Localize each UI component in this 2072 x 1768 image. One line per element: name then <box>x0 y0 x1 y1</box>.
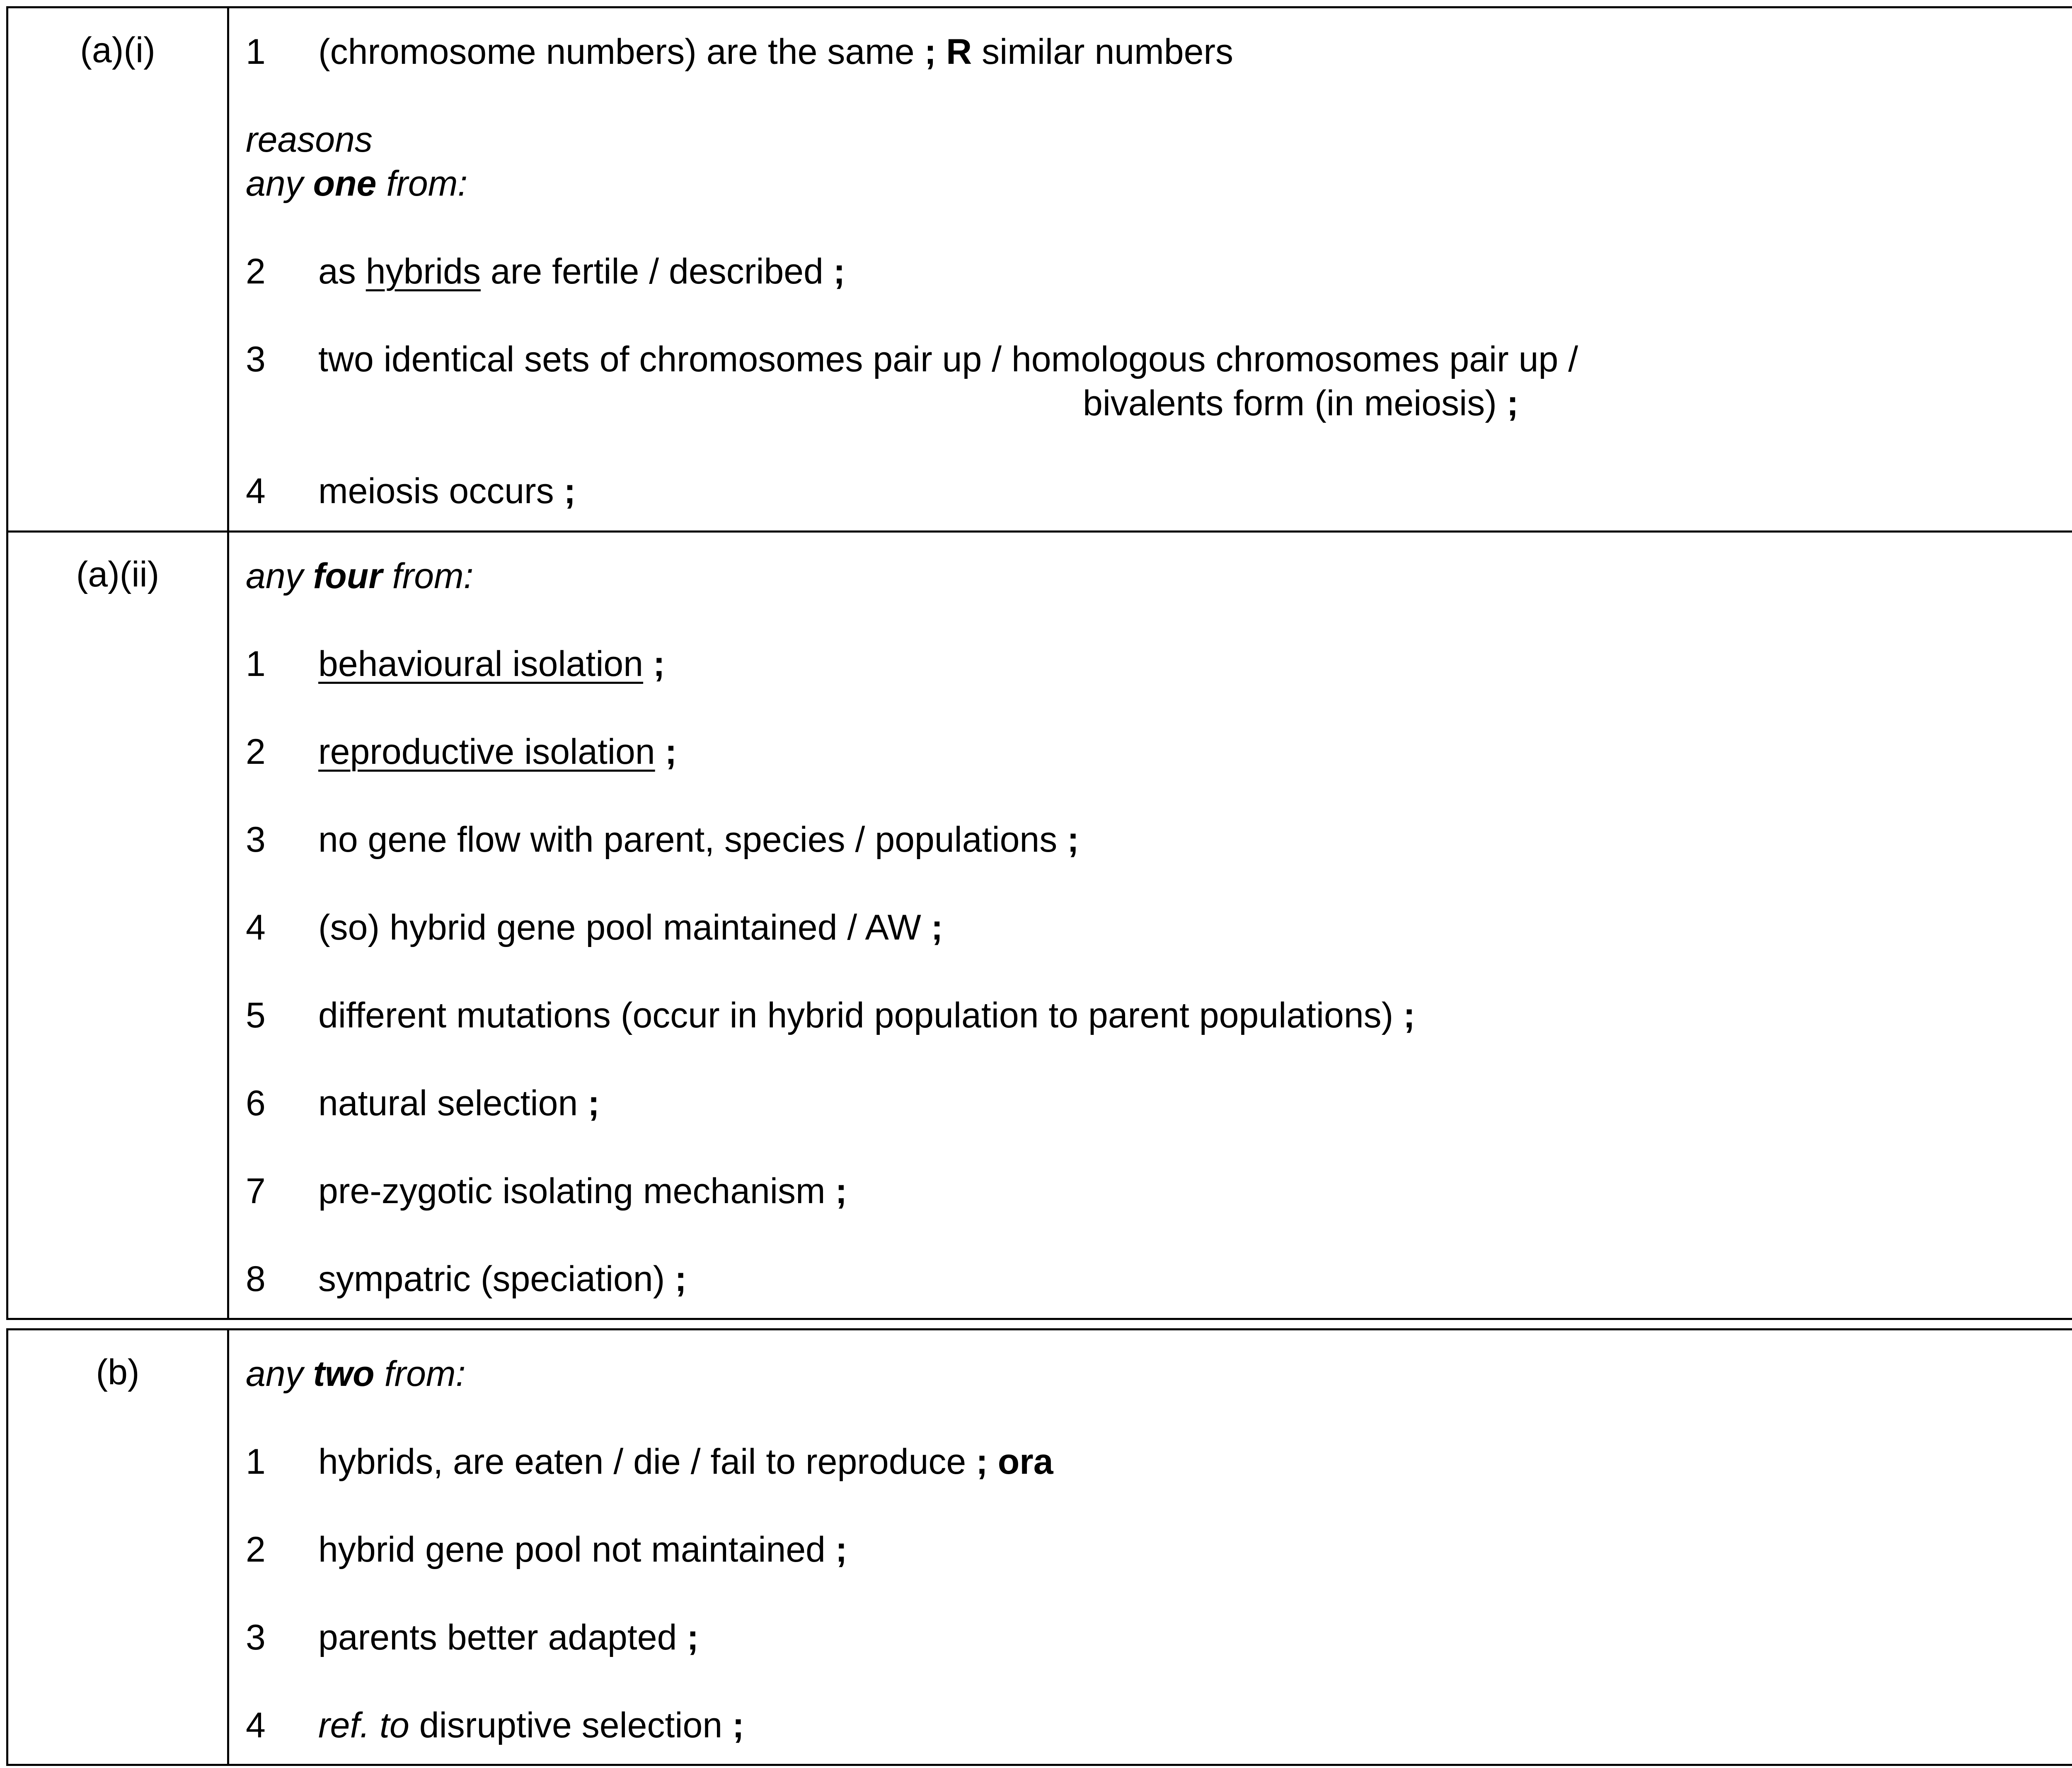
answer-point <box>246 1440 2072 1484</box>
point-separator: ; <box>924 32 937 72</box>
point-separator: ; <box>931 908 943 947</box>
point-number: 2 <box>246 1530 266 1569</box>
point-number: 2 <box>246 732 266 772</box>
answer-point <box>246 1615 2072 1659</box>
row-a-i <box>7 7 2072 532</box>
instruction-from: from: <box>386 164 468 203</box>
answer-a-i <box>228 7 2072 532</box>
point-text: different mutations (occur in hybrid population to parent populations) <box>318 995 1394 1035</box>
point-number: 5 <box>246 995 266 1035</box>
point-number: 4 <box>246 471 266 511</box>
answer-point <box>246 993 2072 1037</box>
answer-point <box>246 818 2072 862</box>
point-text: hybrids, are eaten / die / fail to reproduce <box>318 1442 966 1482</box>
point-separator: ; <box>976 1442 988 1482</box>
point-number: 1 <box>246 644 266 684</box>
point-number: 1 <box>246 32 266 72</box>
point-text: are fertile / described <box>490 252 823 291</box>
point-separator: ; <box>675 1259 687 1299</box>
instruction-any-one <box>246 162 2072 206</box>
point-text: hybrid gene pool not maintained <box>318 1530 825 1569</box>
reject-marker: R <box>946 32 972 72</box>
point-number: 2 <box>246 252 266 291</box>
point-text: disruptive selection <box>419 1705 723 1745</box>
answer-point <box>246 469 2072 513</box>
answer-point <box>246 906 2072 949</box>
point-text: (chromosome numbers) are the same <box>318 32 915 72</box>
point-separator: ; <box>833 252 845 291</box>
point-number: 4 <box>246 908 266 947</box>
point-text: natural selection <box>318 1083 578 1123</box>
point-text: no gene flow with parent, species / populations <box>318 820 1058 860</box>
answer-a-ii <box>228 532 2072 1319</box>
instruction-any: any <box>246 164 303 203</box>
point-text: parents better adapted <box>318 1618 677 1657</box>
point-number: 1 <box>246 1442 266 1482</box>
mark-scheme-table-b <box>6 1328 2072 1766</box>
point-text: pre-zygotic isolating mechanism <box>318 1171 825 1211</box>
point-separator: ; <box>1067 820 1079 860</box>
point-number: 6 <box>246 1083 266 1123</box>
point-separator: ; <box>1506 383 1519 423</box>
row-a-ii <box>7 532 2072 1319</box>
answer-point <box>246 1257 2072 1301</box>
ora-marker: ora <box>997 1442 1053 1482</box>
point-separator: ; <box>653 644 665 684</box>
instruction-count: four <box>313 556 382 596</box>
point-number: 8 <box>246 1259 266 1299</box>
point-separator: ; <box>665 732 677 772</box>
answer-point <box>246 1703 2072 1747</box>
point-separator: ; <box>1403 995 1415 1035</box>
instruction-from: from: <box>384 1354 466 1394</box>
point-text: (so) hybrid gene pool maintained / AW <box>318 908 921 947</box>
answer-point <box>246 730 2072 774</box>
point-separator: ; <box>732 1705 744 1745</box>
point-separator: ; <box>588 1083 600 1123</box>
point-text: two identical sets of chromosomes pair up / homologous chromosomes pair up / <box>318 339 1578 379</box>
instruction-count: two <box>313 1354 375 1394</box>
answer-point <box>246 642 2072 686</box>
point-number: 7 <box>246 1171 266 1211</box>
underlined-term: behavioural isolation <box>318 644 644 684</box>
question-label-b: (b) <box>7 1330 228 1765</box>
point-number: 3 <box>246 820 266 860</box>
reasons-heading: reasons <box>246 120 373 160</box>
point-text: bivalents form (in meiosis) <box>1083 383 1497 423</box>
instruction-from: from: <box>392 556 474 596</box>
underlined-term: hybrids <box>366 252 481 291</box>
instruction-any-four <box>246 554 2072 598</box>
point-prefix: ref. to <box>318 1705 409 1745</box>
instruction-any: any <box>246 1354 303 1394</box>
mark-scheme-table-a <box>6 6 2072 1320</box>
instruction-count: one <box>313 164 377 203</box>
reject-text: similar numbers <box>982 32 1234 72</box>
point-separator: ; <box>687 1618 699 1657</box>
point-text: meiosis occurs <box>318 471 554 511</box>
answer-point <box>246 30 2072 74</box>
point-separator: ; <box>835 1171 847 1211</box>
answer-point <box>246 337 2072 381</box>
point-number: 4 <box>246 1705 266 1745</box>
point-text: as <box>318 252 356 291</box>
answer-point <box>246 1169 2072 1213</box>
answer-point <box>246 1081 2072 1125</box>
question-label-a-ii: (a)(ii) <box>7 532 228 1319</box>
underlined-term: reproductive isolation <box>318 732 655 772</box>
instruction-any-two <box>246 1352 2072 1396</box>
answer-point <box>246 1528 2072 1572</box>
point-number: 3 <box>246 339 266 379</box>
answer-point-continuation <box>246 381 2072 425</box>
instruction-any: any <box>246 556 303 596</box>
answer-point <box>246 249 2072 293</box>
answer-b <box>228 1330 2072 1765</box>
point-separator: ; <box>835 1530 847 1569</box>
row-b <box>7 1330 2072 1765</box>
point-text: sympatric (speciation) <box>318 1259 665 1299</box>
point-separator: ; <box>564 471 576 511</box>
question-label-a-i: (a)(i) <box>7 7 228 532</box>
point-number: 3 <box>246 1618 266 1657</box>
